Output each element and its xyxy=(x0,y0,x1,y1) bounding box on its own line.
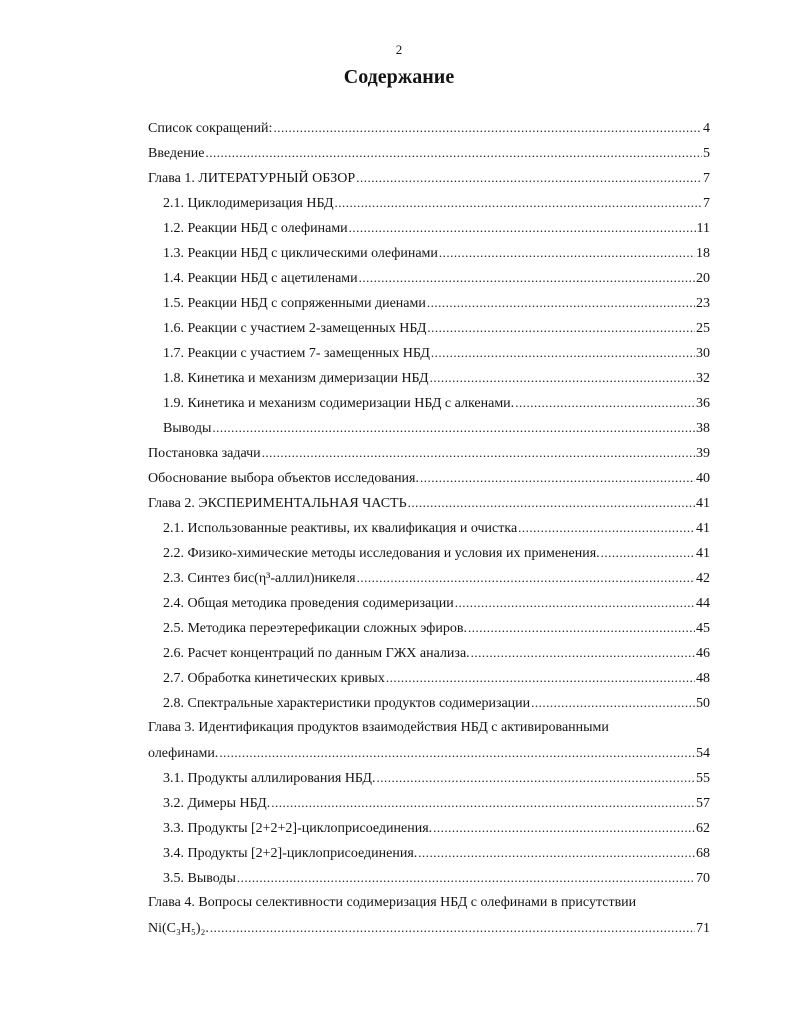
toc-entry-label: 2.6. Расчет концентраций по данным ГЖХ анализа. xyxy=(163,646,470,661)
toc-entry xyxy=(163,618,710,638)
toc-entry-page: 25 xyxy=(696,321,710,336)
toc-leader-dots xyxy=(335,193,702,213)
toc-entry xyxy=(163,668,710,688)
toc-entry-page: 7 xyxy=(703,196,710,211)
toc-leader-dots xyxy=(205,143,702,163)
toc-entry-label: Выводы xyxy=(163,421,212,436)
toc-entry xyxy=(163,218,710,238)
toc-leader-dots xyxy=(408,493,695,513)
toc-entry-page: 70 xyxy=(696,871,710,886)
toc-entry xyxy=(148,168,710,188)
toc-entry-page: 5 xyxy=(703,146,710,161)
toc-entry xyxy=(163,393,710,413)
toc-entry xyxy=(163,843,710,863)
toc-entry-label: 3.4. Продукты [2+2]-циклоприсоединения. xyxy=(163,846,418,861)
toc-entry-label: Обоснование выбора объектов исследования. xyxy=(148,471,419,486)
toc-entry xyxy=(163,318,710,338)
toc-entry-label: Список сокращений: xyxy=(148,121,273,136)
toc-entry-page: 41 xyxy=(696,496,710,511)
toc-entry xyxy=(163,768,710,788)
toc-entry xyxy=(163,343,710,363)
toc-entry-page: 41 xyxy=(696,546,710,561)
toc-leader-dots xyxy=(601,543,695,563)
toc-entry-page: 48 xyxy=(696,671,710,686)
toc-entry xyxy=(148,118,710,138)
toc-entry-page: 39 xyxy=(696,446,710,461)
toc-entry-page: 55 xyxy=(696,771,710,786)
toc-leader-dots xyxy=(531,693,695,713)
toc-entry-label: 3.5. Выводы xyxy=(163,871,236,886)
toc-leader-dots xyxy=(357,568,695,588)
toc-entry xyxy=(163,518,710,538)
toc-leader-dots xyxy=(359,268,695,288)
toc-leader-dots xyxy=(427,293,695,313)
toc-entry xyxy=(163,368,710,388)
toc-entry-page: 44 xyxy=(696,596,710,611)
toc-entry-label: 1.5. Реакции НБД с сопряженными диенами xyxy=(163,296,426,311)
toc-leader-dots xyxy=(418,843,695,863)
toc-leader-dots xyxy=(386,668,695,688)
toc-entry-page: 7 xyxy=(703,171,710,186)
toc-entry-page: 18 xyxy=(696,246,710,261)
toc-entry-label: 1.3. Реакции НБД с циклическими олефинами xyxy=(163,246,438,261)
toc-leader-dots xyxy=(271,793,695,813)
toc-entry-page: 11 xyxy=(696,221,710,236)
toc-leader-dots xyxy=(210,918,695,938)
toc-leader-dots xyxy=(212,418,695,438)
toc-entry-page: 20 xyxy=(696,271,710,286)
toc-leader-dots xyxy=(262,443,695,463)
toc-entry-label: 1.8. Кинетика и механизм димеризации НБД xyxy=(163,371,429,386)
toc-entry-label: 2.1. Циклодимеризация НБД xyxy=(163,196,334,211)
toc-entry-page: 40 xyxy=(696,471,710,486)
toc-entry xyxy=(163,568,710,588)
toc-leader-dots xyxy=(356,168,702,188)
toc-entry-label: 2.4. Общая методика проведения содимеризации xyxy=(163,596,454,611)
toc-entry-page: 4 xyxy=(703,121,710,136)
toc-entry-label: 3.3. Продукты [2+2+2]-циклоприсоединения. xyxy=(163,821,433,836)
toc-entry-label: Глава 1. ЛИТЕРАТУРНЫЙ ОБЗОР xyxy=(148,171,356,186)
toc-entry-page: 62 xyxy=(696,821,710,836)
toc-leader-dots xyxy=(455,593,695,613)
toc-entry-label: Постановка задачи xyxy=(148,446,261,461)
toc-entry xyxy=(163,793,710,813)
toc-entry xyxy=(148,743,710,763)
toc-entry-page: 42 xyxy=(696,571,710,586)
toc-entry-page: 54 xyxy=(696,746,710,761)
toc-leader-dots xyxy=(431,343,695,363)
toc-entry xyxy=(163,593,710,613)
toc-leader-dots xyxy=(468,618,695,638)
toc-leader-dots xyxy=(439,243,695,263)
toc-entry xyxy=(163,818,710,838)
toc-entry-page: 36 xyxy=(696,396,710,411)
toc-entry-label: 2.5. Методика переэтерефикации сложных эфиров. xyxy=(163,621,467,636)
toc-entry xyxy=(163,418,710,438)
toc-entry-label: 3.1. Продукты аллилирования НБД. xyxy=(163,771,376,786)
toc-entry-page: 71 xyxy=(696,921,710,936)
toc-leader-dots xyxy=(237,868,695,888)
toc-entry-page: 46 xyxy=(696,646,710,661)
toc-entry xyxy=(148,893,710,913)
toc-entry-page: 30 xyxy=(696,346,710,361)
toc-entry-label: Глава 2. ЭКСПЕРИМЕНТАЛЬНАЯ ЧАСТЬ xyxy=(148,496,407,511)
toc-entry xyxy=(163,868,710,888)
toc-entry-label: 2.2. Физико-химические методы исследования и условия их применения. xyxy=(163,546,600,561)
toc-entry-page: 32 xyxy=(696,371,710,386)
toc-entry xyxy=(148,718,710,738)
toc-leader-dots xyxy=(420,468,695,488)
toc-leader-dots xyxy=(515,393,695,413)
toc-entry xyxy=(148,443,710,463)
toc-entry xyxy=(148,468,710,488)
toc-entry-label: 2.8. Спектральные характеристики продуктов содимеризации xyxy=(163,696,531,711)
toc-entry xyxy=(148,918,710,938)
toc-entry xyxy=(163,293,710,313)
toc-entry-label: олефинами. xyxy=(148,746,219,761)
toc-leader-dots xyxy=(471,643,695,663)
toc-entry-page: 45 xyxy=(696,621,710,636)
toc-entry-label: Ni(C₃H₅)₂. xyxy=(148,921,209,936)
toc-entry-page: 57 xyxy=(696,796,710,811)
toc-entry-page: 23 xyxy=(696,296,710,311)
toc-entry-label: 1.6. Реакции с участием 2-замещенных НБД xyxy=(163,321,427,336)
toc-leader-dots xyxy=(430,368,695,388)
toc-entry-page: 41 xyxy=(696,521,710,536)
toc-entry xyxy=(148,493,710,513)
toc-leader-dots xyxy=(273,118,702,138)
toc-leader-dots xyxy=(219,743,695,763)
toc-entry-label: 2.3. Синтез бис(η³-аллил)никеля xyxy=(163,571,356,586)
toc-entry-label: 1.9. Кинетика и механизм содимеризации НБД с алкенами. xyxy=(163,396,515,411)
toc-entry xyxy=(148,143,710,163)
toc-leader-dots xyxy=(349,218,696,238)
toc-entry-label: Введение xyxy=(148,146,205,161)
toc-entry-label: 1.7. Реакции с участием 7- замещенных НБД xyxy=(163,346,430,361)
toc-entry xyxy=(163,193,710,213)
toc-entry-label: Глава 3. Идентификация продуктов взаимодействия НБД с активированными xyxy=(148,720,609,735)
toc-entry-label: 3.2. Димеры НБД. xyxy=(163,796,271,811)
toc-entry-label: 1.2. Реакции НБД с олефинами xyxy=(163,221,348,236)
toc-entry-page: 38 xyxy=(696,421,710,436)
toc-leader-dots xyxy=(518,518,695,538)
toc-entry-label: 1.4. Реакции НБД с ацетиленами xyxy=(163,271,358,286)
toc-entry xyxy=(163,243,710,263)
toc-entry xyxy=(163,693,710,713)
toc-entry-page: 50 xyxy=(696,696,710,711)
toc-entry-label: 2.7. Обработка кинетических кривых xyxy=(163,671,385,686)
toc-leader-dots xyxy=(376,768,695,788)
page-number: 2 xyxy=(395,42,403,57)
toc-entry xyxy=(163,543,710,563)
toc-entry xyxy=(163,643,710,663)
toc-entry-page: 68 xyxy=(696,846,710,861)
toc-entry-label: Глава 4. Вопросы селективности содимеризация НБД с олефинами в присутствии xyxy=(148,895,637,910)
toc-entry-label: 2.1. Использованные реактивы, их квалификация и очистка xyxy=(163,521,518,536)
page-title: Содержание xyxy=(343,66,455,88)
toc-leader-dots xyxy=(427,318,695,338)
toc-entry xyxy=(163,268,710,288)
toc-leader-dots xyxy=(433,818,695,838)
